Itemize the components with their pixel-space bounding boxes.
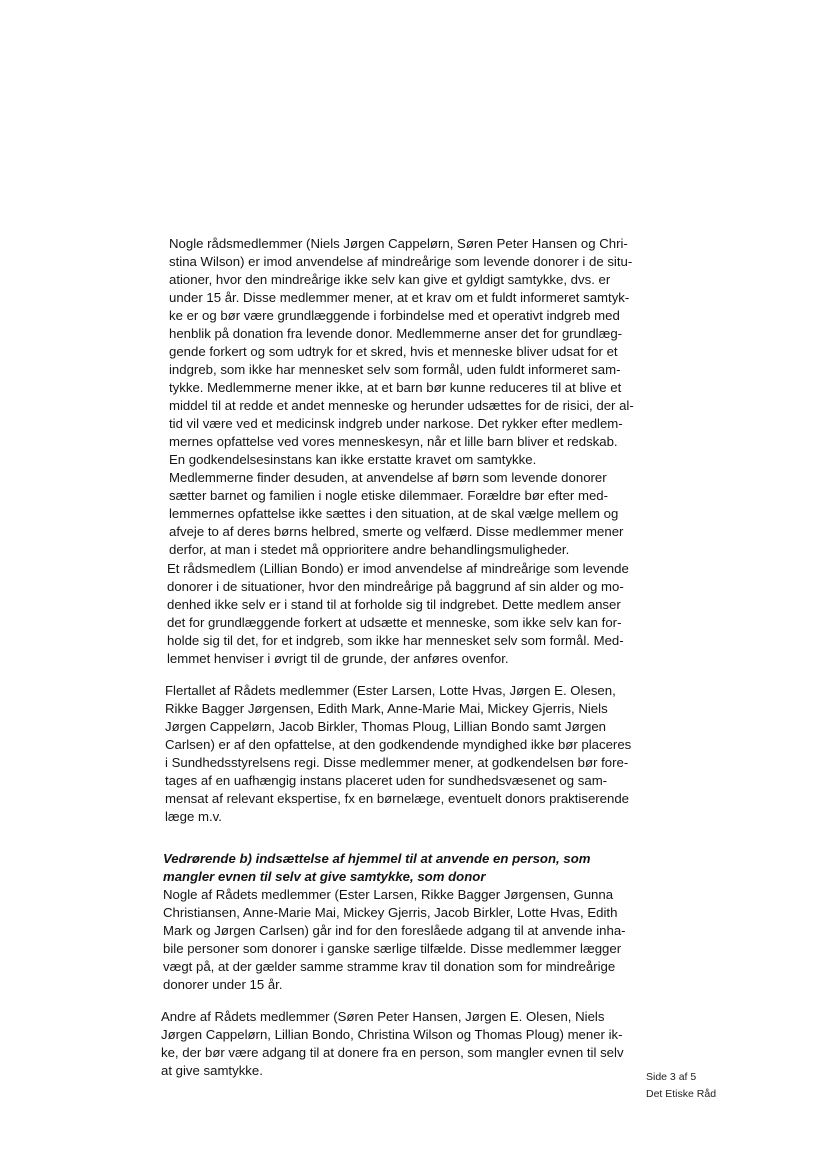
text-line: Andre af Rådets medlemmer (Søren Peter Hansen, Jørgen E. Olesen, Niels bbox=[161, 1009, 605, 1024]
text-line: tages af en uafhængig instans placeret uden for sundhedsvæsenet og sam- bbox=[165, 773, 608, 788]
text-line: Nogle rådsmedlemmer (Niels Jørgen Cappelørn, Søren Peter Hansen og Chri- bbox=[169, 236, 628, 251]
text-line: Christiansen, Anne-Marie Mai, Mickey Gjerris, Jacob Birkler, Lotte Hvas, Edith bbox=[163, 905, 618, 920]
text-line: sætter barnet og familien i nogle etiske dilemmaer. Forældre bør efter med- bbox=[169, 488, 609, 503]
text-line: det for grundlæggende forkert at udsætte et menneske, som ikke selv kan for- bbox=[167, 615, 622, 630]
text-line: Mark og Jørgen Carlsen) går ind for den foreslåede adgang til at anvende inha- bbox=[163, 923, 626, 938]
text-line: afveje to af deres børns helbred, smerte og velfærd. Disse medlemmer mener bbox=[169, 524, 624, 539]
text-line: under 15 år. Disse medlemmer mener, at et krav om et fuldt informeret samtyk- bbox=[169, 290, 630, 305]
text-line: i Sundhedsstyrelsens regi. Disse medlemmer mener, at godkendelsen bør fore- bbox=[165, 755, 629, 770]
text-line: middel til at redde et andet menneske og herunder udsættes for de risici, der al- bbox=[169, 398, 634, 413]
text-line: donorer under 15 år. bbox=[163, 977, 283, 992]
text-line: ke, der bør være adgang til at donere fra en person, som mangler evnen til selv bbox=[161, 1045, 624, 1060]
text-line: mensat af relevant ekspertise, fx en børnelæge, eventuelt donors praktiserende bbox=[165, 791, 630, 806]
text-line: lemmernes opfattelse ikke sættes i den situation, at de skal vælge mellem og bbox=[169, 506, 619, 521]
text-line: tykke. Medlemmerne mener ikke, at et barn bør kunne reduceres til at blive et bbox=[169, 380, 622, 395]
text-line: bile personer som donorer i ganske særlige tilfælde. Disse medlemmer lægger bbox=[163, 941, 622, 956]
heading-line: Vedrørende b) indsættelse af hjemmel til at anvende en person, som bbox=[163, 851, 591, 866]
text-line: henblik på donation fra levende donor. Medlemmerne anser det for grundlæg- bbox=[169, 326, 623, 341]
text-line: holde sig til det, for et indgreb, som ikke har mennesket selv som formål. Med- bbox=[167, 633, 624, 648]
text-line: denhed ikke selv er i stand til at forholde sig til indgrebet. Dette medlem anser bbox=[167, 597, 621, 612]
text-line: Medlemmerne finder desuden, at anvendelse af børn som levende donorer bbox=[169, 470, 607, 485]
text-line: læge m.v. bbox=[165, 809, 222, 824]
footer-organization: Det Etiske Råd bbox=[646, 1088, 717, 1100]
text-line: derfor, at man i stedet må opprioritere andre behandlingsmuligheder. bbox=[169, 542, 570, 557]
text-line: Jørgen Cappelørn, Lillian Bondo, Christina Wilson og Thomas Ploug) mener ik- bbox=[161, 1027, 623, 1042]
text-line: donorer i de situationer, hvor den mindreårige på baggrund af sin alder og mo- bbox=[167, 579, 624, 594]
text-line: indgreb, som ikke har mennesket selv som formål, uden fuldt informeret sam- bbox=[169, 362, 621, 377]
text-line: lemmet henviser i øvrigt til de grunde, der anføres ovenfor. bbox=[167, 651, 509, 666]
text-line: Rikke Bagger Jørgensen, Edith Mark, Anne-Marie Mai, Mickey Gjerris, Niels bbox=[165, 701, 608, 716]
text-line: Et rådsmedlem (Lillian Bondo) er imod anvendelse af mindreårige som levende bbox=[167, 561, 629, 576]
text-line: Carlsen) er af den opfattelse, at den godkendende myndighed ikke bør placeres bbox=[165, 737, 632, 752]
page-number: Side 3 af 5 bbox=[646, 1071, 697, 1083]
text-line: En godkendelsesinstans kan ikke erstatte kravet om samtykke. bbox=[169, 452, 537, 467]
text-line: Flertallet af Rådets medlemmer (Ester Larsen, Lotte Hvas, Jørgen E. Olesen, bbox=[165, 683, 616, 698]
heading-line: mangler evnen til selv at give samtykke, som donor bbox=[163, 869, 486, 884]
text-line: mernes opfattelse ved vores menneskesyn, når et lille barn bliver et redskab. bbox=[169, 434, 618, 449]
text-line: ke er og bør være grundlæggende i forbindelse med et operativt indgreb med bbox=[169, 308, 620, 323]
text-line: ationer, hvor den mindreårige ikke selv kan give et gyldigt samtykke, dvs. er bbox=[169, 272, 611, 287]
text-line: Jørgen Cappelørn, Jacob Birkler, Thomas Ploug, Lillian Bondo samt Jørgen bbox=[165, 719, 607, 734]
text-line: tid vil være ved et medicinsk indgreb under narkose. Det rykker efter medlem- bbox=[169, 416, 623, 431]
text-line: Nogle af Rådets medlemmer (Ester Larsen, Rikke Bagger Jørgensen, Gunna bbox=[163, 887, 614, 902]
text-line: gende forkert og som udtryk for et skred, hvis et menneske bliver udsat for et bbox=[169, 344, 618, 359]
text-line: vægt på, at der gælder samme stramme krav til donation som for mindreårige bbox=[163, 959, 616, 974]
text-line: stina Wilson) er imod anvendelse af mindreårige som levende donorer i de situ- bbox=[169, 254, 633, 269]
text-line: at give samtykke. bbox=[161, 1063, 263, 1078]
